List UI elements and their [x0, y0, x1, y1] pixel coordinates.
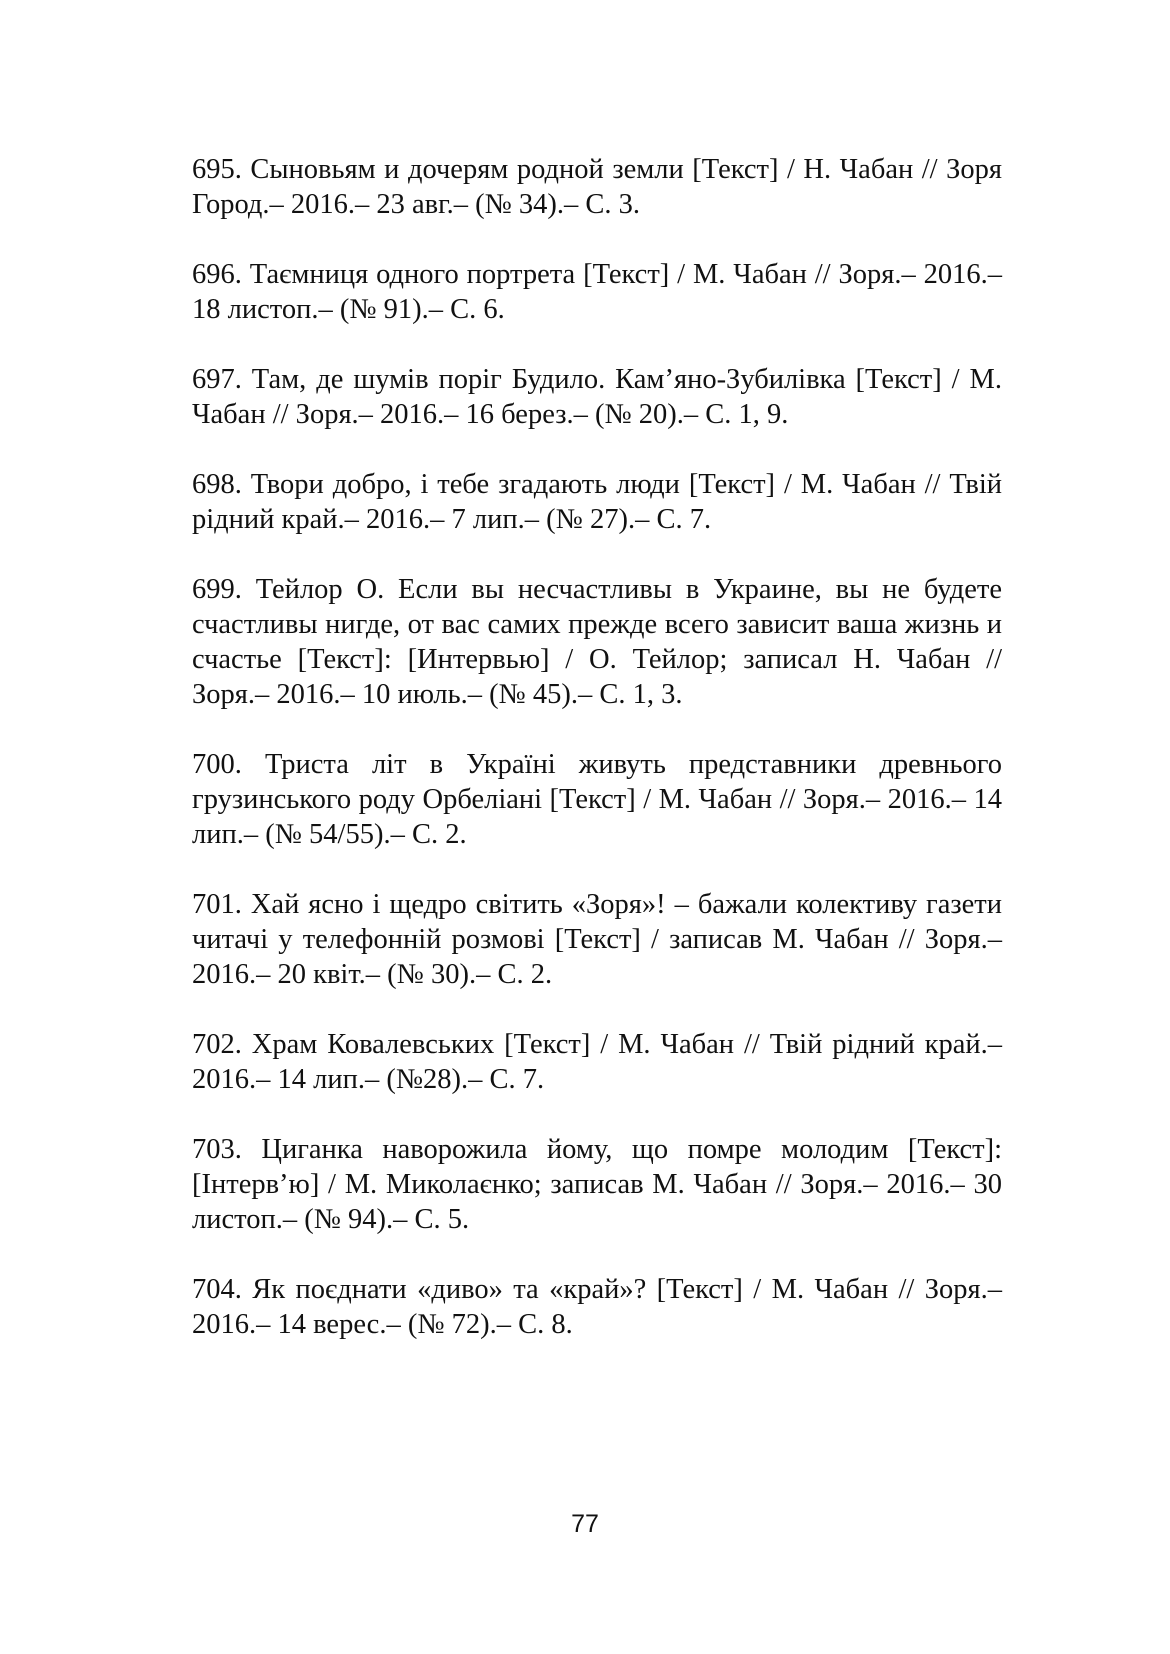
bibliography-entry-699: 699. Тейлор О. Если вы несчастливы в Украине, вы не будете счастливы нигде, от вас самих прежде всего зависит ваша жизнь и счастье [Текст]: [Интервью] / О. Тейлор; записал Н. Чабан // Зоря.– 2016.– 10 июль.– (№ 45).– С. 1, 3. — [192, 574, 1002, 710]
bibliography-entry-698: 698. Твори добро, і тебе згадають люди [Текст] / М. Чабан // Твій рідний край.– 2016.– 7 лип.– (№ 27).– С. 7. — [192, 469, 1002, 535]
bibliography-entry-696: 696. Таємниця одного портрета [Текст] / М. Чабан // Зоря.– 2016.– 18 листоп.– (№ 91).– С. 6. — [192, 259, 1002, 325]
bibliography-list — [192, 152, 1002, 1342]
page-number: 77 — [571, 1510, 599, 1538]
bibliography-entry-702: 702. Храм Ковалевських [Текст] / М. Чабан // Твій рідний край.– 2016.– 14 лип.– (№28).– С. 7. — [192, 1029, 1002, 1095]
bibliography-entry-701: 701. Хай ясно і щедро світить «Зоря»! – бажали колективу газети читачі у телефонній розмові [Текст] / записав М. Чабан // Зоря.– 2016.– 20 квіт.– (№ 30).– С. 2. — [192, 889, 1002, 990]
bibliography-entry-695: 695. Сыновьям и дочерям родной земли [Текст] / Н. Чабан // Зоря Город.– 2016.– 23 авг.– (№ 34).– С. 3. — [192, 154, 1002, 220]
bibliography-entry-703: 703. Циганка наворожила йому, що помре молодим [Текст]: [Інтерв’ю] / М. Миколаєнко; записав М. Чабан // Зоря.– 2016.– 30 листоп.– (№ 94).– С. 5. — [192, 1134, 1002, 1235]
bibliography-entry-697: 697. Там, де шумів поріг Будило. Кам’яно-Зубилівка [Текст] / М. Чабан // Зоря.– 2016.– 16 берез.– (№ 20).– С. 1, 9. — [192, 364, 1002, 430]
bibliography-entry-700: 700. Триста літ в Україні живуть представники древнього грузинського роду Орбеліані [Текст] / М. Чабан // Зоря.– 2016.– 14 лип.– (№ 54/55).– С. 2. — [192, 749, 1002, 850]
bibliography-entry-704: 704. Як поєднати «диво» та «край»? [Текст] / М. Чабан // Зоря.– 2016.– 14 верес.– (№ 72).– С. 8. — [192, 1274, 1002, 1340]
